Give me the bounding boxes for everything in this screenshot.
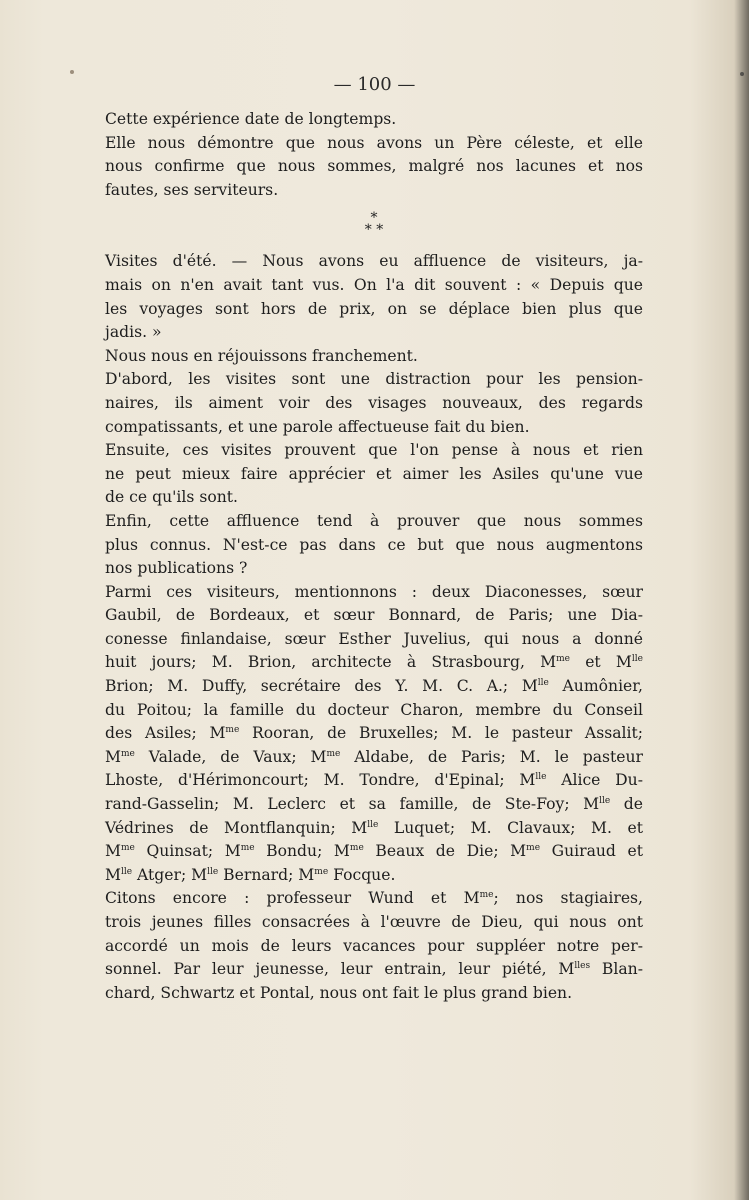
text-line: Lhoste, d'Hérimoncourt; M. Tondre, d'Epinal; $M^{lle}$ Alice Du-: [105, 771, 643, 790]
text-line: Gaubil, de Bordeaux, et sœur Bonnard, de Paris; une Dia-: [105, 606, 643, 625]
paragraph: [105, 345, 643, 369]
paragraph: [105, 368, 643, 439]
paper-speck: [70, 70, 74, 74]
text-line: Enfin, cette affluence tend à prouver que nous sommes: [105, 511, 643, 530]
text-line: Nous nous en réjouissons franchement.: [105, 346, 418, 365]
text-line: $M^{me}$ Quinsat; $M^{me}$ Bondu; $M^{me}$ Beaux de Die; $M^{me}$ Guiraud et: [105, 842, 643, 861]
page-number: — 100 —: [333, 74, 416, 95]
text-line: plus connus. N'est-ce pas dans ce but que nous augmentons: [105, 535, 643, 554]
text-line: mais on n'en avait tant vus. On l'a dit souvent : « Depuis que: [105, 275, 643, 294]
text-line: naires, ils aiment voir des visages nouveaux, des regards: [105, 393, 643, 412]
paper-speck: [740, 72, 744, 76]
text-line: huit jours; M. Brion, architecte à Strasbourg, $M^{me}$ et $M^{lle}$: [105, 653, 643, 672]
text-line: nous confirme que nous sommes, malgré nos lacunes et nos: [105, 157, 643, 176]
paragraph: [105, 581, 643, 888]
text-line: nos publications ?: [105, 559, 248, 578]
text-line: Ensuite, ces visites prouvent que l'on pense à nous et rien: [105, 441, 643, 460]
section-break-asterism: * * *: [364, 210, 384, 239]
text-line: rand-Gasselin; M. Leclerc et sa famille, de Ste-Foy; $M^{lle}$ de: [105, 795, 643, 814]
paragraph: [105, 250, 643, 344]
text-line: conesse finlandaise, sœur Esther Juvelius, qui nous a donné: [105, 629, 643, 648]
text-line: Védrines de Montflanquin; $M^{lle}$ Luquet; M. Clavaux; M. et: [105, 818, 643, 837]
text-line: des Asiles; $M^{me}$ Rooran, de Bruxelles; M. le pasteur Assalit;: [105, 724, 643, 743]
text-line: du Poitou; la famille du docteur Charon, membre du Conseil: [105, 700, 643, 719]
text-line: sonnel. Par leur jeunesse, leur entrain, leur piété, $M^{lles}$ Blan-: [105, 960, 643, 979]
text-line: ne peut mieux faire apprécier et aimer les Asiles qu'une vue: [105, 464, 643, 483]
paragraph: [105, 108, 643, 132]
paragraph: [105, 439, 643, 510]
text-line: $M^{me}$ Valade, de Vaux; $M^{me}$ Aldabe, de Paris; M. le pasteur: [105, 747, 643, 766]
text-line: compatissants, et une parole affectueuse fait du bien.: [105, 417, 530, 436]
paragraph: [105, 510, 643, 581]
text-line: $M^{lle}$ Atger; $M^{lle}$ Bernard; $M^{me}$ Focque.: [105, 865, 396, 884]
text-line: Cette expérience date de longtemps.: [105, 110, 397, 128]
text-line: Visites d'été. — Nous avons eu affluence de visiteurs, ja-: [105, 252, 643, 271]
text-line: de ce qu'ils sont.: [105, 488, 238, 507]
paragraph: [105, 887, 643, 1005]
text-line: Parmi ces visiteurs, mentionnons : deux Diaconesses, sœur: [105, 582, 643, 601]
text-line: les voyages sont hors de prix, on se déplace bien plus que: [105, 299, 643, 318]
body-text: [105, 108, 643, 1005]
text-line: Elle nous démontre que nous avons un Père céleste, et elle: [105, 133, 643, 152]
text-line: Citons encore : professeur Wund et $M^{me}$; nos stagiaires,: [105, 889, 644, 908]
text-line: fautes, ses serviteurs.: [105, 180, 279, 199]
text-line: chard, Schwartz et Pontal, nous ont fait le plus grand bien.: [105, 983, 573, 1002]
text-line: D'abord, les visites sont une distraction pour les pension-: [105, 370, 643, 389]
text-line: accordé un mois de leurs vacances pour suppléer notre per-: [105, 936, 643, 955]
paragraph: [105, 132, 643, 203]
text-line: trois jeunes filles consacrées à l'œuvre de Dieu, qui nous ont: [105, 913, 643, 931]
text-line: jadis. »: [105, 323, 162, 342]
text-line: Brion; M. Duffy, secrétaire des Y. M. C. A.; $M^{lle}$ Aumônier,: [105, 677, 643, 696]
